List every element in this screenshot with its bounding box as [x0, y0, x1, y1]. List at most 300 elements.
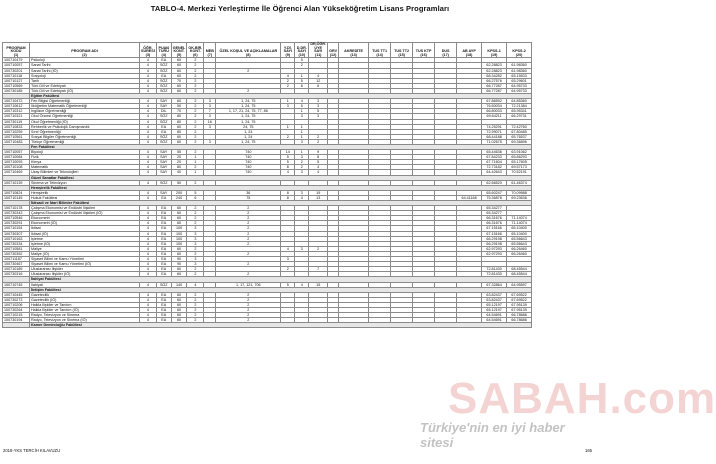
column-header-number: (11) — [315, 52, 322, 57]
cell-k1: 67.32864 — [482, 282, 507, 287]
cell-k1: 72.81430 — [482, 267, 507, 272]
cell-type: EA — [156, 262, 171, 267]
cell-ok: 2 — [187, 206, 204, 211]
cell-cond: 2 — [216, 262, 281, 267]
cell-ok: 2 — [187, 267, 204, 272]
cell-d: 2 — [295, 165, 309, 170]
cell-dur: 4 — [140, 292, 157, 297]
column-header — [3, 43, 30, 58]
cell-y: 14 — [281, 150, 295, 155]
cell-dur: 4 — [140, 190, 157, 195]
cell-ok: 2 — [187, 119, 204, 124]
cell-code: 100710483 — [3, 139, 30, 144]
cell-cond: 2 — [216, 297, 281, 302]
cell-cond: 24, 75 — [216, 124, 281, 129]
cell-k1: 63.82437 — [482, 297, 507, 302]
cell-gen: 60 — [171, 292, 187, 297]
cell-k1: 65.44636 — [482, 150, 507, 155]
cell-code: 100710745 — [3, 282, 30, 287]
cell-dur: 4 — [140, 78, 157, 83]
cell-k1: 66.29198 — [482, 241, 507, 246]
cell-k2: 70.09988 — [507, 190, 532, 195]
cell-gen: 100 — [171, 231, 187, 236]
cell-dur: 4 — [140, 216, 157, 221]
cell-code: 100710215 — [3, 313, 30, 318]
cell-k2: 65.17605 — [507, 160, 532, 165]
programs-table — [2, 42, 532, 328]
cell-d: 1 — [295, 109, 309, 114]
cell-type: EA — [156, 307, 171, 312]
cell-cond: 2 — [216, 307, 281, 312]
cell-gen: 60 — [171, 58, 187, 63]
cell-gen: 60 — [171, 68, 187, 73]
page-number: 165 — [585, 448, 592, 453]
cell-dr: 15 — [309, 282, 328, 287]
cell-k2: 65.29601 — [507, 78, 532, 83]
cell-gen: 60 — [171, 99, 187, 104]
cell-ok: 2 — [187, 129, 204, 134]
cell-dur: 4 — [140, 257, 157, 262]
cell-ok: 2 — [187, 180, 204, 185]
cell-ok: 2 — [187, 292, 204, 297]
cell-gen: 100 — [171, 241, 187, 246]
cell-code: 100710612 — [3, 104, 30, 109]
cell-d: 1 — [295, 150, 309, 155]
cell-name: İlköğretim Matematik Öğretmenliği — [30, 104, 140, 109]
cell-gen: 60 — [171, 313, 187, 318]
cell-k2: 69.57173 — [507, 165, 532, 170]
cell-type: SÖZ — [156, 68, 171, 73]
cell-k2: 65.10400 — [507, 226, 532, 231]
cell-ok: 2 — [187, 307, 204, 312]
cell-ok: 5 — [187, 190, 204, 195]
column-header — [328, 43, 339, 58]
cell-gen: 100 — [171, 236, 187, 241]
faculty-section-title: Fen Fakültesi — [30, 144, 532, 149]
cell-d: 4 — [295, 282, 309, 287]
cell-y: 5 — [281, 155, 295, 160]
cell-d: 4 — [295, 99, 309, 104]
cell-k1: 66.29198 — [482, 236, 507, 241]
cell-dur: 4 — [140, 226, 157, 231]
cell-cond: 740 — [216, 155, 281, 160]
cell-dur: 4 — [140, 124, 157, 129]
cell-cond: 2 — [216, 221, 281, 226]
cell-type: SAY — [156, 104, 171, 109]
cell-k2: 65.86293 — [507, 155, 532, 160]
cell-code: 100730185 — [3, 88, 30, 93]
cell-type: EA — [156, 246, 171, 251]
cell-meb: 3 — [204, 139, 216, 144]
cell-meb: 7 — [204, 109, 216, 114]
cell-dur: 4 — [140, 73, 157, 78]
cell-gen: 90 — [171, 262, 187, 267]
cell-name: Sanat Tarihi (İÖ) — [30, 68, 140, 73]
cell-type: SÖZ — [156, 180, 171, 185]
cell-k2: 65.10400 — [507, 231, 532, 236]
cell-cond: 2 — [216, 206, 281, 211]
cell-gen: 50 — [171, 180, 187, 185]
column-header — [309, 43, 328, 58]
cell-name: Uluslararası İlişkiler — [30, 267, 140, 272]
cell-dur: 4 — [140, 221, 157, 226]
cell-code: 100710469 — [3, 170, 30, 175]
cell-k2: 69.23636 — [507, 195, 532, 200]
column-header-label: ÖĞR. SÜRESİ — [141, 45, 155, 54]
column-header-number: (5) — [176, 52, 182, 57]
column-header-number: (13) — [350, 52, 357, 57]
cell-k1: 66.77287 — [482, 83, 507, 88]
cell-dur: 4 — [140, 139, 157, 144]
cell-name: Okul Öncesi Öğretmenliği — [30, 114, 140, 119]
cell-code: 100710561 — [3, 134, 30, 139]
cell-code: 100710581 — [3, 246, 30, 251]
cell-y: 4 — [281, 170, 295, 175]
column-header-label: GENEL KONT. — [172, 45, 186, 54]
cell-k2: 67.69522 — [507, 297, 532, 302]
cell-k1: 67.86592 — [482, 99, 507, 104]
cell-ok: 2 — [187, 302, 204, 307]
cell-name: İktisat (İÖ) — [30, 231, 140, 236]
cell-gen: 60 — [171, 246, 187, 251]
cell-k1: 76.50034 — [482, 104, 507, 109]
cell-code: 100710145 — [3, 195, 30, 200]
cell-ok: 2 — [187, 297, 204, 302]
cell-k2: 71.14074 — [507, 221, 532, 226]
cell-k2: 61.98360 — [507, 68, 532, 73]
cell-k2: 67.95139 — [507, 302, 532, 307]
cell-k1: 64.54691 — [482, 313, 507, 318]
cell-ok: 1 — [187, 170, 204, 175]
cell-cond: 740 — [216, 165, 281, 170]
cell-name: Gazetecilik — [30, 292, 140, 297]
cell-ok: 2 — [187, 83, 204, 88]
cell-dr: 9 — [309, 150, 328, 155]
faculty-section-title: İletişim Fakültesi — [30, 287, 532, 292]
cell-dr: 3 — [309, 99, 328, 104]
column-header-label: TUS KTP — [415, 49, 432, 54]
column-header-label: ÖZEL KOŞUL VE AÇIKLAMALAR — [219, 49, 278, 54]
cell-ok: 2 — [187, 216, 204, 221]
cell-type: EA — [156, 272, 171, 277]
cell-cond: 2 — [216, 231, 281, 236]
column-header-number: (20) — [515, 52, 523, 57]
column-header — [482, 43, 507, 58]
cell-code: 100710163 — [3, 236, 30, 241]
cell-code: 100730343 — [3, 211, 30, 216]
cell-dr: 4 — [309, 165, 328, 170]
cell-gen: 60 — [171, 302, 187, 307]
cell-ok: 2 — [187, 58, 204, 63]
cell-type: SAY — [156, 170, 171, 175]
cell-code: 100710178 — [3, 206, 30, 211]
cell-type: EA — [156, 206, 171, 211]
cell-name: İlahiyat — [30, 282, 140, 287]
column-header — [140, 43, 157, 58]
cell-dur: 4 — [140, 119, 157, 124]
cell-gen: 60 — [171, 272, 187, 277]
cell-gen: 60 — [171, 63, 187, 68]
cell-ok: 2 — [187, 63, 204, 68]
cell-cond: 1, 24, 75 — [216, 139, 281, 144]
cell-ok: 2 — [187, 88, 204, 93]
column-header-number: (1) — [13, 52, 19, 57]
cell-dur: 4 — [140, 165, 157, 170]
cell-dur: 4 — [140, 180, 157, 185]
cell-k2: 65.56643 — [507, 241, 532, 246]
cell-y: 8 — [281, 190, 295, 195]
cell-type: EA — [156, 195, 171, 200]
cell-dur: 4 — [140, 129, 157, 134]
cell-dr: 3 — [309, 114, 328, 119]
cell-k2: 70.52191 — [507, 170, 532, 175]
cell-ok: 2 — [187, 104, 204, 109]
cell-name: Hukuk Fakültesi — [30, 195, 140, 200]
column-header-number: (10) — [298, 52, 306, 57]
column-header-label: Y.Dİ. SAYI — [283, 45, 292, 54]
cell-cond: 2 — [216, 216, 281, 221]
cell-ok: 2 — [187, 150, 204, 155]
cell-cond: 1, 24 — [216, 134, 281, 139]
cell-k1: 62.97293 — [482, 246, 507, 251]
cell-dur: 4 — [140, 236, 157, 241]
column-header-label: PROGRAM ADI — [71, 49, 98, 54]
cell-k2: 65.15533 — [507, 73, 532, 78]
column-header — [339, 43, 369, 58]
cell-dur: 4 — [140, 195, 157, 200]
cell-type: EA — [156, 73, 171, 78]
cell-ok: 3 — [187, 231, 204, 236]
faculty-section-title: Eğitim Fakültesi — [30, 94, 532, 99]
cell-gen: 20 — [171, 155, 187, 160]
column-header-number: (3) — [145, 52, 151, 57]
cell-type: SÖZ — [156, 63, 171, 68]
cell-dur: 4 — [140, 302, 157, 307]
cell-code: 100710259 — [3, 129, 30, 134]
cell-d: 3 — [295, 190, 309, 195]
cell-ok: 3 — [187, 241, 204, 246]
column-header-number: (19) — [490, 52, 498, 57]
cell-k1: 62.97293 — [482, 251, 507, 256]
cell-cond: 1, 24, 75 — [216, 104, 281, 109]
cell-k2: 63.91062 — [507, 150, 532, 155]
cell-dur: 4 — [140, 282, 157, 287]
cell-name: Siyaset Bilimi ve Kamu Yönetimi (İÖ) — [30, 262, 140, 267]
cell-k1: 66.27576 — [482, 78, 507, 83]
cell-k2: 66.78686 — [507, 318, 532, 323]
cell-dur: 4 — [140, 307, 157, 312]
cell-k1: 65.60247 — [482, 190, 507, 195]
cell-k1: 72.99071 — [482, 129, 507, 134]
column-header — [369, 43, 391, 58]
cell-d: 5 — [295, 104, 309, 109]
cell-ok: 2 — [187, 211, 204, 216]
cell-name: Sosyoloji — [30, 73, 140, 78]
cell-code: 100710479 — [3, 58, 30, 63]
cell-k2: 64.95597 — [507, 282, 532, 287]
column-header-label: DUS — [441, 49, 450, 54]
cell-dr: 2 — [309, 246, 328, 251]
cell-y: 3 — [281, 104, 295, 109]
cell-dr: 5 — [309, 109, 328, 114]
cell-k2: 65.95341 — [507, 109, 532, 114]
cell-type: DİL — [156, 109, 171, 114]
cell-dur: 4 — [140, 150, 157, 155]
column-header-number: (18) — [465, 52, 473, 57]
cell-code: 100730201 — [3, 68, 30, 73]
cell-type: EA — [156, 226, 171, 231]
cell-name: Psikoloji — [30, 58, 140, 63]
cell-name: Sinema ve Televizyon — [30, 180, 140, 185]
cell-type: EA — [156, 267, 171, 272]
cell-ab: 64.41168 — [457, 195, 482, 200]
section-spacer — [3, 323, 30, 328]
cell-dur: 4 — [140, 160, 157, 165]
cell-cond: 2 — [216, 88, 281, 93]
cell-ok: 6 — [187, 195, 204, 200]
cell-name: İktisat — [30, 226, 140, 231]
cell-k2: 65.56643 — [507, 236, 532, 241]
cell-gen: 60 — [171, 216, 187, 221]
cell-cond: 2 — [216, 226, 281, 231]
cell-dur: 4 — [140, 68, 157, 73]
cell-code: 100730334 — [3, 241, 30, 246]
cell-gen: 60 — [171, 318, 187, 323]
faculty-section-title: Güzel Sanatlar Fakültesi — [30, 175, 532, 180]
cell-y: 4 — [281, 246, 295, 251]
column-header-label: AKREDİTE — [344, 49, 364, 54]
cell-type: EA — [156, 231, 171, 236]
cell-code: 100711187 — [3, 257, 30, 262]
cell-k2: 68.45544 — [507, 267, 532, 272]
cell-k1: 66.31676 — [482, 221, 507, 226]
cell-d: 3 — [295, 114, 309, 119]
cell-type: EA — [156, 251, 171, 256]
cell-type: EA — [156, 221, 171, 226]
cell-gen: 60 — [171, 211, 187, 216]
cell-ok: 2 — [187, 68, 204, 73]
cell-gen: 60 — [171, 251, 187, 256]
cell-y: 1 — [281, 124, 295, 129]
cell-name: Maliye — [30, 246, 140, 251]
cell-dr: 13 — [309, 195, 328, 200]
cell-y: 5 — [281, 282, 295, 287]
cell-type: SÖZ — [156, 114, 171, 119]
cell-k2: 71.14074 — [507, 216, 532, 221]
cell-k1: 75.36878 — [482, 195, 507, 200]
cell-gen: 80 — [171, 165, 187, 170]
table-header — [3, 43, 532, 58]
watermark-tagline: Türkiye'nin en iyi haber sitesi — [420, 420, 565, 450]
cell-y: 2 — [281, 83, 295, 88]
column-header-label: KPSS-1 — [487, 49, 501, 54]
cell-code: 100730467 — [3, 262, 30, 267]
cell-code: 100710108 — [3, 165, 30, 170]
cell-gen: 80 — [171, 129, 187, 134]
cell-type: SAY — [156, 190, 171, 195]
cell-dur: 4 — [140, 63, 157, 68]
cell-name: Radyo, Televizyon ve Sinema — [30, 313, 140, 318]
cell-k1: 65.12197 — [482, 307, 507, 312]
cell-gen: 80 — [171, 119, 187, 124]
column-header-label: TUS TT1 — [372, 49, 388, 54]
cell-dur: 4 — [140, 109, 157, 114]
cell-ok: 2 — [187, 109, 204, 114]
cell-dur: 4 — [140, 99, 157, 104]
cell-k2: 72.21384 — [507, 104, 532, 109]
cell-dr: 8 — [309, 155, 328, 160]
cell-name: Halkla İlişkiler ve Tanıtım — [30, 302, 140, 307]
cell-code: 100710321 — [3, 114, 30, 119]
cell-code: 100710569 — [3, 83, 30, 88]
column-header-label: AB AYP — [462, 49, 476, 54]
cell-d: 2 — [295, 160, 309, 165]
cell-type: SÖZ — [156, 139, 171, 144]
cell-gen: 140 — [171, 282, 187, 287]
cell-name: Maliye (İÖ) — [30, 251, 140, 256]
column-header-label: PUAN TÜRÜ — [158, 45, 169, 54]
cell-meb: 3 — [204, 114, 216, 119]
cell-gen: 70 — [171, 109, 187, 114]
cell-code: 100710154 — [3, 226, 30, 231]
cell-code: 100710824 — [3, 190, 30, 195]
cell-k2: 64.95733 — [507, 88, 532, 93]
cell-dur: 4 — [140, 231, 157, 236]
cell-d: 1 — [295, 134, 309, 139]
cell-name: Uluslararası İlişkiler (İÖ) — [30, 272, 140, 277]
cell-code: 100730264 — [3, 307, 30, 312]
cell-cond: 740 — [216, 160, 281, 165]
watermark-logo: SABAH.com — [448, 374, 716, 423]
cell-dur: 4 — [140, 267, 157, 272]
faculty-section-row — [3, 323, 532, 328]
cell-k1: 66.80033 — [482, 109, 507, 114]
cell-type: SÖZ — [156, 83, 171, 88]
cell-k1: 65.34277 — [482, 206, 507, 211]
column-header — [435, 43, 457, 58]
cell-dr: 6 — [309, 83, 328, 88]
cell-type: SÖZ — [156, 134, 171, 139]
cell-ok: 2 — [187, 246, 204, 251]
column-header-number: (17) — [442, 52, 449, 57]
cell-dur: 4 — [140, 206, 157, 211]
cell-name: Radyo, Televizyon ve Sinema (İÖ) — [30, 318, 140, 323]
cell-type: SAY — [156, 99, 171, 104]
cell-ok: 2 — [187, 73, 204, 78]
cell-gen: 240 — [171, 195, 187, 200]
cell-ok: 2 — [187, 124, 204, 129]
column-header — [156, 43, 171, 58]
column-header — [187, 43, 204, 58]
cell-k1: 68.44188 — [482, 134, 507, 139]
cell-gen: 20 — [171, 160, 187, 165]
cell-code: 100710139 — [3, 180, 30, 185]
cell-dr: 4 — [309, 73, 328, 78]
cell-meb: 3 — [204, 104, 216, 109]
cell-dur: 4 — [140, 272, 157, 277]
cell-k1: 67.15166 — [482, 226, 507, 231]
cell-dr: 12 — [309, 78, 328, 83]
column-header — [281, 43, 295, 58]
cell-name: İşletme (İÖ) — [30, 241, 140, 246]
table-body — [3, 58, 532, 328]
column-header-label: DR.ÖĞR. ÜYE SAYI — [310, 42, 327, 54]
cell-type: SÖZ — [156, 119, 171, 124]
cell-name: Uzay Bilimleri ve Teknolojileri — [30, 170, 140, 175]
faculty-section-title: İlahiyat Fakültesi — [30, 277, 532, 282]
cell-k2: 68.45544 — [507, 272, 532, 277]
cell-gen: 60 — [171, 73, 187, 78]
